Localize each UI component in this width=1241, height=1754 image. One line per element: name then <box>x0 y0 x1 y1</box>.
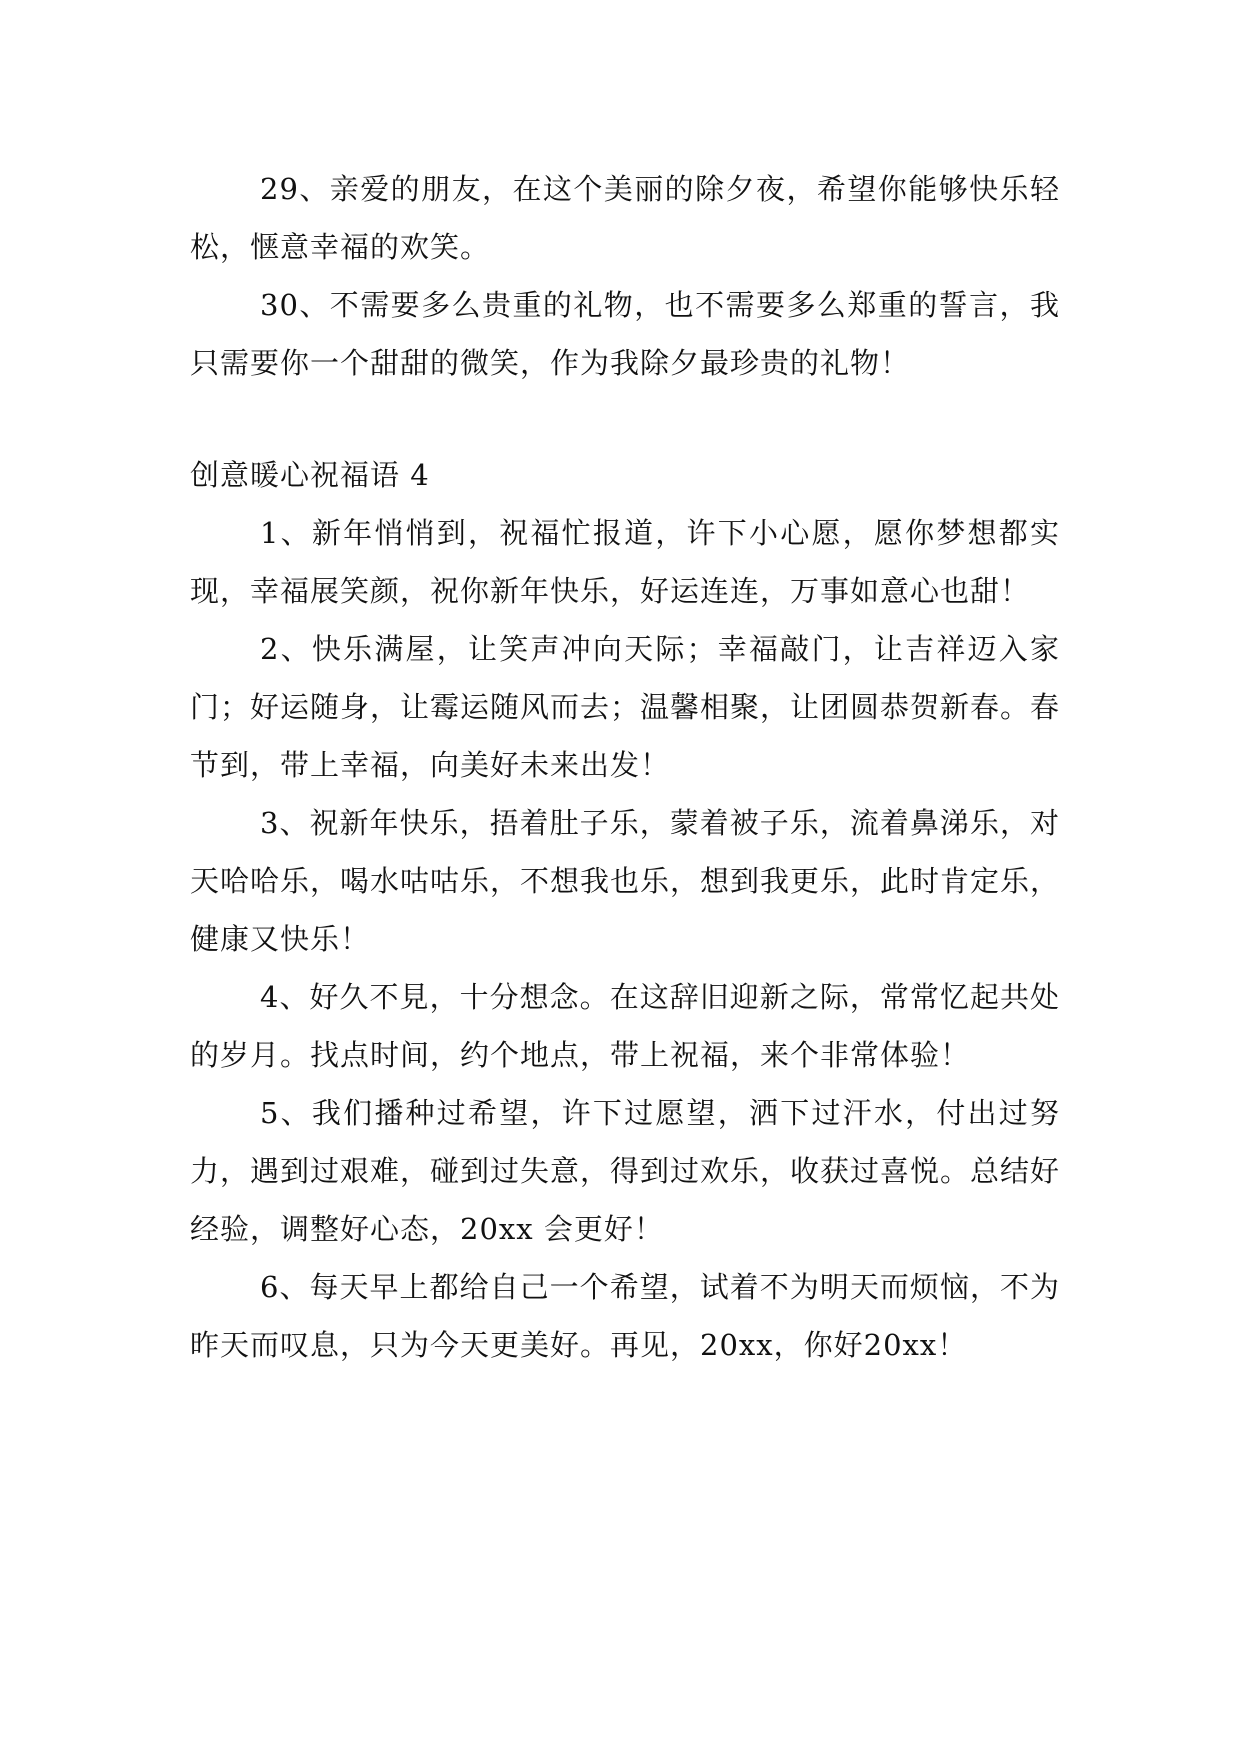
paragraph-1: 1、新年悄悄到，祝福忙报道，许下小心愿，愿你梦想都实现，幸福展笑颜，祝你新年快乐，好运连连，万事如意心也甜！ <box>190 516 1060 608</box>
document-body <box>190 160 1060 1374</box>
paragraph-29: 29、亲爱的朋友，在这个美丽的除夕夜，希望你能够快乐轻松，惬意幸福的欢笑。 <box>190 172 1060 264</box>
paragraph-6: 6、每天早上都给自己一个希望，试着不为明天而烦恼，不为昨天而叹息，只为今天更美好。再见，20xx，你好20xx！ <box>190 1270 1060 1362</box>
paragraph-4: 4、好久不見，十分想念。在这辞旧迎新之际，常常忆起共处的岁月。找点时间，约个地点，带上祝福，来个非常体验！ <box>190 980 1060 1072</box>
section-heading: 创意暖心祝福语 4 <box>190 458 430 492</box>
paragraph-5: 5、我们播种过希望，许下过愿望，洒下过汗水，付出过努力，遇到过艰难，碰到过失意，得到过欢乐，收获过喜悦。总结好经验，调整好心态，20xx 会更好！ <box>190 1096 1061 1246</box>
paragraph-2: 2、快乐满屋，让笑声冲向天际；幸福敲门，让吉祥迈入家门；好运随身，让霉运随风而去；温馨相聚，让团圆恭贺新春。春节到，带上幸福，向美好未来出发！ <box>190 632 1061 782</box>
paragraph-30: 30、不需要多么贵重的礼物，也不需要多么郑重的誓言，我只需要你一个甜甜的微笑，作为我除夕最珍贵的礼物！ <box>190 288 1060 380</box>
paragraph-3: 3、祝新年快乐，捂着肚子乐，蒙着被子乐，流着鼻涕乐，对天哈哈乐，喝水咕咕乐，不想我也乐，想到我更乐，此时肯定乐，健康又快乐！ <box>190 806 1061 956</box>
